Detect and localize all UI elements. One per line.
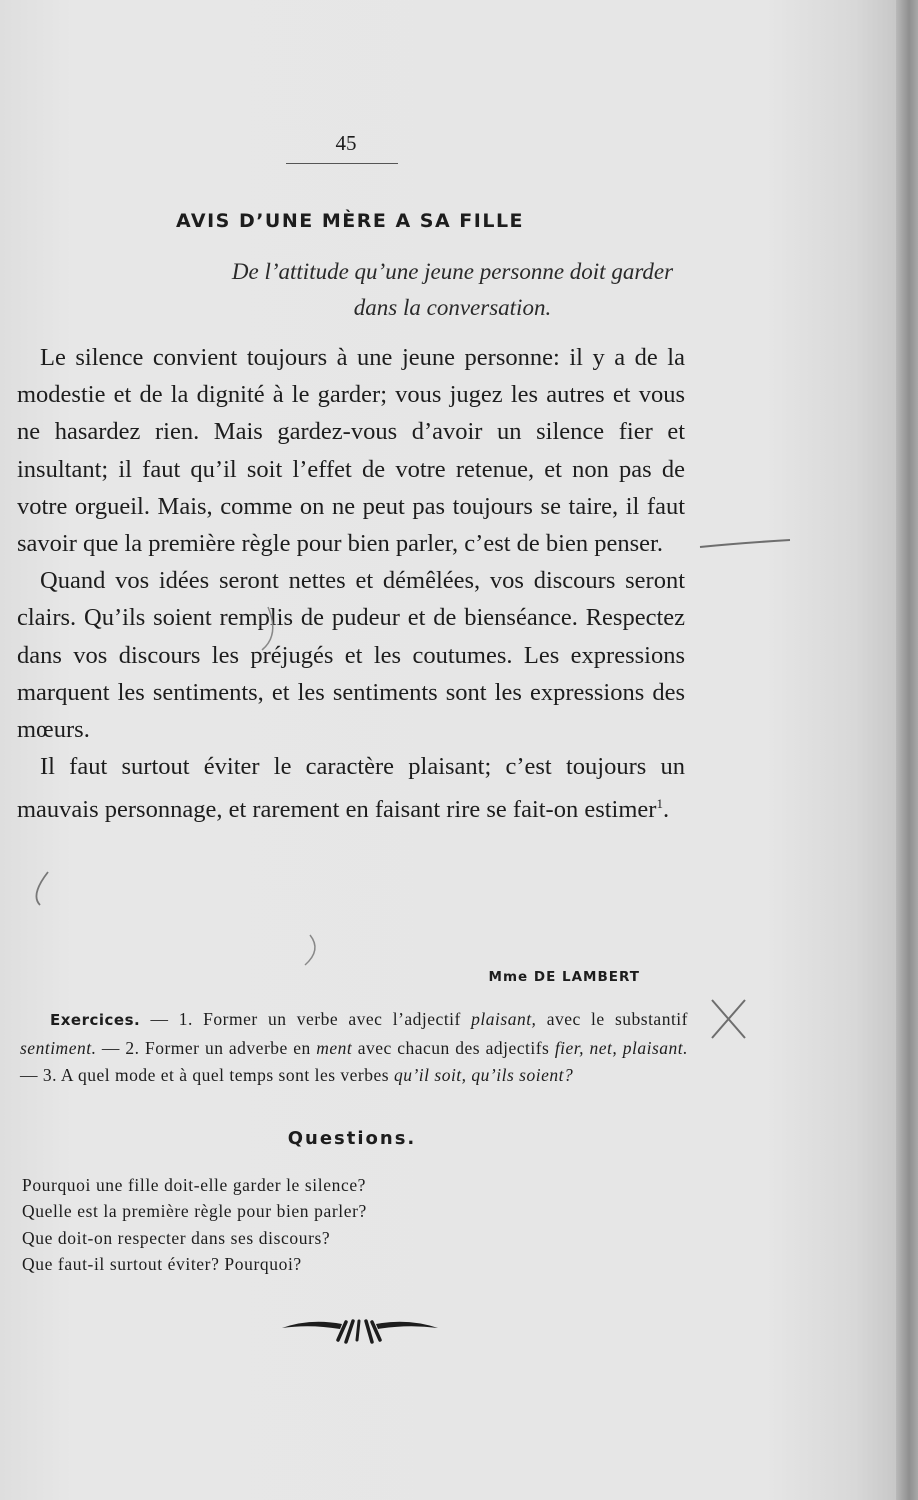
subtitle-line-2: dans la conversation. bbox=[353, 295, 552, 320]
bracket-mark bbox=[36, 872, 48, 905]
question-item: Que doit-on respecter dans ses discours? bbox=[22, 1227, 331, 1248]
question-item: Que faut-il surtout éviter? Pourquoi? bbox=[22, 1253, 302, 1274]
paragraph-3-text: Il faut surtout éviter le caractère plaisant; c’est toujours un mauvais personnage, et rarement en faisant rire se fait-on estimer bbox=[17, 753, 685, 824]
exercise-text-5: — 3. A quel mode et à quel temps sont les verbes bbox=[20, 1065, 394, 1085]
exercise-text-1: — 1. Former un verbe avec l’adjectif bbox=[140, 1009, 472, 1029]
footnote-marker: 1 bbox=[656, 796, 663, 812]
exercise-text-4: avec chacun des adjectifs bbox=[352, 1037, 555, 1058]
exercise-text-3: — 2. Former un adverbe en bbox=[96, 1037, 317, 1058]
paragraph-2: Quand vos idées seront nettes et démêlées, vos discours seront clairs. Qu’ils soient remplis de pudeur et de bienséance. Respectez dans vos discours les préjugés et les coutumes. Les expressions marquent les sentiments, et les sentiments sont les expressions des mœurs. bbox=[17, 567, 685, 744]
exercise-text-2: avec le substantif bbox=[536, 1009, 689, 1029]
paragraph-1: Le silence convient toujours à une jeune personne: il y a de la modestie et de la dignité à le garder; vous jugez les autres et vous ne hasardez rien. Mais gardez-vous d’avoir un silence fier et insultant; il faut qu’il soit l’effet de votre retenue, et non pas de votre orgueil. Mais, comme on ne peut pas toujours se taire, il faut savoir que la première règle pour bien parler, c’est de bien penser. bbox=[17, 344, 685, 558]
exercise-italic-4: fier, net, plaisant. bbox=[554, 1037, 689, 1058]
author-signature: Mme DE LAMBERT bbox=[488, 969, 640, 985]
pencil-curve-mark bbox=[305, 935, 315, 965]
subtitle-line-1: De l’attitude qu’une jeune personne doit garder bbox=[231, 259, 674, 284]
paragraph-3-end: . bbox=[662, 796, 670, 824]
pencil-curve-mark bbox=[262, 607, 273, 650]
exercise-italic-2: sentiment. bbox=[20, 1037, 97, 1058]
exercise-italic-1: plaisant, bbox=[471, 1009, 537, 1029]
exercises-lead: Exercices. bbox=[50, 1011, 141, 1029]
exercise-italic-5: qu’il soit, qu’ils soient? bbox=[393, 1065, 574, 1085]
margin-mark-cross bbox=[712, 1000, 745, 1038]
question-item: Quelle est la première règle pour bien parler? bbox=[22, 1201, 367, 1222]
page-number: 45 bbox=[335, 131, 357, 155]
questions-heading: Questions. bbox=[287, 1128, 417, 1149]
page-title: AVIS D’UNE MÈRE A SA FILLE bbox=[175, 210, 525, 232]
exercise-italic-3: ment bbox=[316, 1037, 353, 1058]
margin-mark-dash bbox=[700, 540, 790, 547]
question-item: Pourquoi une fille doit-elle garder le silence? bbox=[22, 1175, 367, 1195]
